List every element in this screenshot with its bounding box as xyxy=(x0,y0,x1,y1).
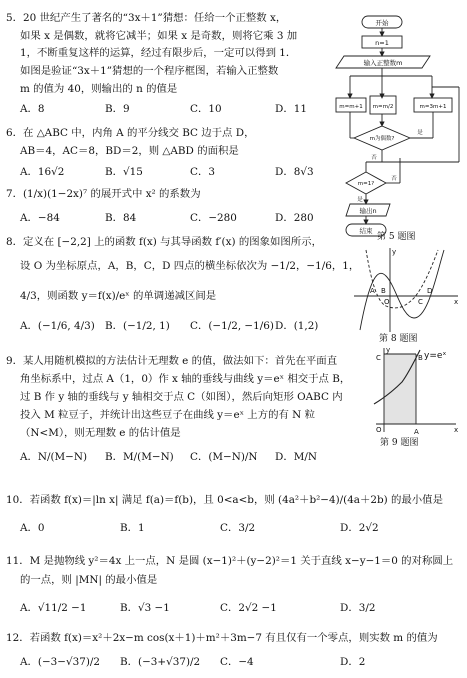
q8-line-3: 4/3，则函数 y＝f(x)/eˣ 的单调递减区间是 xyxy=(20,290,217,302)
q8-curve-fprime xyxy=(366,250,438,308)
q6-option-c: C．3 xyxy=(190,166,215,178)
q9-label-x: x xyxy=(454,426,459,434)
q9-label-y: y xyxy=(386,346,391,354)
q8-label-a: A xyxy=(370,287,375,295)
flow-check-text: m=1? xyxy=(357,181,375,187)
q9-option-d: D．M/N xyxy=(275,451,317,463)
q5-option-d: D．11 xyxy=(275,103,307,115)
q9-figure xyxy=(372,346,462,438)
q6-option-a: A．16√2 xyxy=(20,166,65,178)
q5-option-c: C．10 xyxy=(190,103,222,115)
q9-label-o: O xyxy=(376,426,382,434)
q11-option-b: B．√3 −1 xyxy=(120,602,170,614)
q12-line-1: 12．若函数 f(x)＝x²＋2x−m cos(x＋1)＋m²＋3m−7 有且仅有一个零点，则实数 m 的值为 xyxy=(6,632,438,644)
q8-option-d: D．(1,2) xyxy=(275,320,319,332)
q10-option-b: B．1 xyxy=(120,522,145,534)
q10-option-d: D．2√2 xyxy=(340,522,379,534)
q8-figure xyxy=(352,246,462,334)
q5-option-b: B．9 xyxy=(105,103,130,115)
q12-option-b: B．(−3+√37)/2 xyxy=(120,656,201,668)
q5-line-3: 1，不断重复这样的运算，经过有限步后，一定可以得到 1． xyxy=(20,47,297,59)
q8-label-d: D xyxy=(427,287,433,295)
q8-line-1: 8．定义在 [−2,2] 上的函数 f(x) 与其导函数 f′(x) 的图象如图所示， xyxy=(6,236,322,248)
q9-line-2: 角坐标系中，过点 A（1，0）作 x 轴的垂线与曲线 y＝eˣ 相交于点 B， xyxy=(20,373,351,385)
flow-no-label: 否 xyxy=(371,155,377,161)
q10-line-1: 10．若函数 f(x)＝|ln x| 满足 f(a)＝f(b)，且 0<a<b，则 (4a²＋b²−4)/(4a＋2b) 的最小值是 xyxy=(6,494,443,506)
q11-option-c: C．2√2 −1 xyxy=(220,602,277,614)
q11-option-d: D．3/2 xyxy=(340,602,376,614)
q9-label-a: A xyxy=(414,428,419,436)
q9-rectangle xyxy=(384,354,416,424)
q9-line-4: 投入 M 粒豆子，并统计出这些豆子在曲线 y＝eˣ 上方的有 N 粒 xyxy=(20,409,315,421)
q9-curve-label: y=eˣ xyxy=(424,351,447,361)
q7-option-b: B．84 xyxy=(105,212,137,224)
flow-end-text: 结束 xyxy=(359,227,373,235)
q9-option-a: A．N/(M−N) xyxy=(20,451,88,463)
q8-figure-caption: 第 8 题图 xyxy=(379,334,418,344)
q12-option-d: D．2 xyxy=(340,656,366,668)
q9-label-c: C xyxy=(376,354,381,362)
q7-option-c: C．−280 xyxy=(190,212,237,224)
q8-label-o: O xyxy=(384,298,390,306)
q11-option-a: A．√11/2 −1 xyxy=(20,602,87,614)
q7-option-a: A．−84 xyxy=(20,212,60,224)
q9-option-c: C．(M−N)/N xyxy=(190,451,258,463)
q9-line-1: 9．某人用随机模拟的方法估计无理数 e 的值，做法如下：首先在平面直 xyxy=(6,355,338,367)
flow-half-text: m=m/2 xyxy=(372,104,394,110)
q5-line-2: 如果 x 是偶数，就将它减半；如果 x 是奇数，则将它乘 3 加 xyxy=(20,30,298,42)
q10-option-c: C．3/2 xyxy=(220,522,256,534)
q5-figure-caption: 第 5 题图 xyxy=(377,232,416,242)
q9-figure-caption: 第 9 题图 xyxy=(380,438,419,448)
q8-label-y: y xyxy=(392,248,397,256)
q6-option-b: B．√15 xyxy=(105,166,143,178)
q6-option-d: D．8√3 xyxy=(275,166,314,178)
flow-output-text: 输出n xyxy=(359,207,377,215)
q5-option-a: A．8 xyxy=(20,103,45,115)
q11-line-2: 的一点，则 |MN| 的最小值是 xyxy=(20,574,158,586)
q8-label-x: x xyxy=(454,298,459,306)
q8-option-b: B．(−1/2, 1) xyxy=(105,320,170,332)
flow-start-text: 开始 xyxy=(375,19,389,27)
q11-line-1: 11．M 是抛物线 y²＝4x 上一点，N 是圆 (x−1)²＋(y−2)²＝1 关于直线 x−y−1＝0 的对称圆上 xyxy=(6,555,454,567)
q5-line-5: m 的值为 40，则输出的 n 的值是 xyxy=(20,83,178,95)
flow-init-text: n=1 xyxy=(375,39,389,47)
flow-no-label-2: 否 xyxy=(391,176,397,182)
flow-triple-text: m=3m+1 xyxy=(419,104,447,110)
q8-line-2: 设 O 为坐标原点，A，B，C，D 四点的横坐标依次为 −1/2，−1/6，1， xyxy=(20,260,360,272)
flow-yes-label: 是 xyxy=(417,130,423,136)
q10-option-a: A．0 xyxy=(20,522,45,534)
q12-option-a: A．(−3−√37)/2 xyxy=(20,656,100,668)
q12-option-c: C．−4 xyxy=(220,656,254,668)
q9-label-b: B xyxy=(418,354,423,362)
q7-option-d: D．280 xyxy=(275,212,314,224)
flow-odd-branch-text: m=m+1 xyxy=(339,104,363,110)
q8-option-a: A．(−1/6, 4/3) xyxy=(20,320,95,332)
q8-label-c: C xyxy=(418,298,423,306)
q9-option-b: B．M/(M−N) xyxy=(105,451,174,463)
q8-option-c: C．(−1/2, −1/6) xyxy=(190,320,274,332)
flow-even-text: m为偶数? xyxy=(369,136,395,142)
flow-yes-label-2: 是 xyxy=(357,197,363,203)
q6-line-2: AB＝4，AC＝8，BD＝2，则 △ABD 的面积是 xyxy=(20,145,239,157)
q9-line-3: 过 B 作 y 轴的垂线与 y 轴相交于点 C（如图），然后向矩形 OABC 内 xyxy=(20,391,343,403)
q9-line-5: （N<M），则无理数 e 的估计值是 xyxy=(20,427,181,439)
q5-line-1: 5．20 世纪产生了著名的“3x＋1”猜想：任给一个正整数 x， xyxy=(6,12,287,24)
q6-line-1: 6．在 △ABC 中，内角 A 的平分线交 BC 边于点 D， xyxy=(6,127,255,139)
q8-label-b: B xyxy=(381,287,386,295)
q7-line-1: 7．(1/x)(1−2x)⁷ 的展开式中 x² 的系数为 xyxy=(6,188,201,200)
flow-input-text: 输入正整数m xyxy=(363,59,403,67)
q5-line-4: 如图是验证“3x＋1”猜想的一个程序框图，若输入正整数 xyxy=(20,65,279,77)
q5-flowchart xyxy=(334,12,464,240)
